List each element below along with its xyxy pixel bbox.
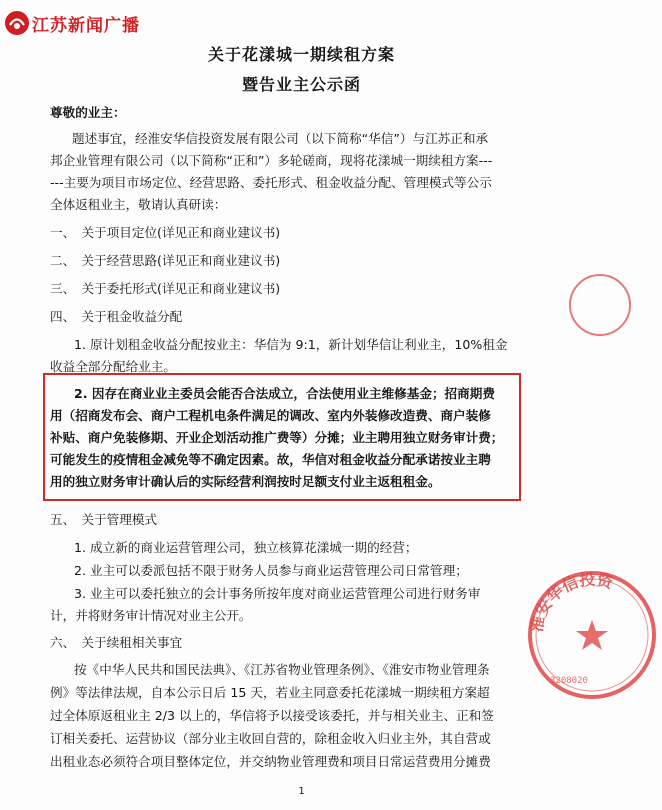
broadcast-logo-icon [4,10,30,36]
page-number: 1 [298,786,305,797]
intro-line: ---主要为项目市场定位、经营思路、委托形式、租金收益分配、管理模式等公示 [50,175,492,190]
clause-line: 1. 原计划租金收益分配按业主：华信为 9:1，新计划华信让利业主，10%租金 [74,337,508,352]
section-heading: 三、 关于委托形式(详见正和商业建议书) [50,281,281,296]
body-line: 过全体原返租业主 2/3 以上的，华信将予以接受该委托，并与相关业主、正和签 [50,708,494,723]
highlighted-clause-line: 用（招商发布会、商户工程机电条件满足的调改、室内外装修改造费、商户装修 [50,408,491,423]
intro-line: 邦企业管理有限公司（以下简称“正和”）多轮磋商，现将花漾城一期续租方案--- [50,153,493,168]
section-heading: 四、 关于租金收益分配 [50,309,183,324]
logo-text: 江苏新闻广播 [32,15,140,36]
highlighted-clause-line: 可能发生的疫情租金减免等不确定因素。故，华信对租金收益分配承诺按业主聘 [50,452,491,467]
document-subtitle: 暨告业主公示函 [241,75,361,94]
section-heading: 五、 关于管理模式 [50,512,158,527]
site-logo [4,10,140,36]
seal-text: 淮安华信投资 [526,569,615,634]
section-heading: 一、 关于项目定位(详见正和商业建议书) [50,225,281,240]
highlighted-clause-line: 2. 因存在商业业主委员会能否合法成立，合法使用业主维修基金；招商期费 [74,386,495,401]
section-heading: 六、 关于续租相关事宜 [50,635,183,650]
clause-line: 计，并将财务审计情况对业主公开。 [50,608,252,623]
body-line: 订相关委托、运营协议（部分业主收回自营的，除租金收入归业主外，其自营或 [50,731,491,746]
partial-stamp-icon [560,270,630,340]
clause-line: 3. 业主可以委托独立的会计事务所按年度对商业运营管理公司进行财务审 [74,586,481,601]
salutation: 尊敬的业主： [50,105,126,120]
highlighted-clause-line: 用的独立财务审计确认后的实际经营利润按时足额支付业主返租租金。 [50,474,441,489]
document-title: 关于花漾城一期续租方案 [207,45,395,64]
seal-code: 3208020 [550,676,588,686]
company-seal-icon [522,565,662,705]
clause-line: 收益全部分配给业主。 [50,359,176,374]
body-line: 按《中华人民共和国民法典》、《江苏省物业管理条例》、《淮安市物业管理条 [74,662,490,677]
intro-line: 全体返租业主，敬请认真研读： [50,197,227,212]
body-line: 例》等法律法规，自本公示日后 15 天，若业主同意委托花漾城一期续租方案超 [50,685,490,700]
highlighted-clause-line: 补贴、商户免装修期、开业企划活动推广费等）分摊；业主聘用独立财务审计费； [50,430,504,445]
body-line: 出租业态必须符合项目整体定位，并交纳物业管理费和项目日常运营费用分摊费 [50,754,491,769]
intro-line: 题述事宜，经淮安华信投资发展有限公司（以下简称“华信”）与江苏正和承 [72,131,489,146]
section-heading: 二、 关于经营思路(详见正和商业建议书) [50,253,281,268]
clause-line: 1. 成立新的商业运营管理公司，独立核算花漾城一期的经营； [74,540,418,555]
clause-line: 2. 业主可以委派包括不限于财务人员参与商业运营管理公司日常管理； [74,563,468,578]
svg-text:淮安华信投资 [527,570,616,634]
